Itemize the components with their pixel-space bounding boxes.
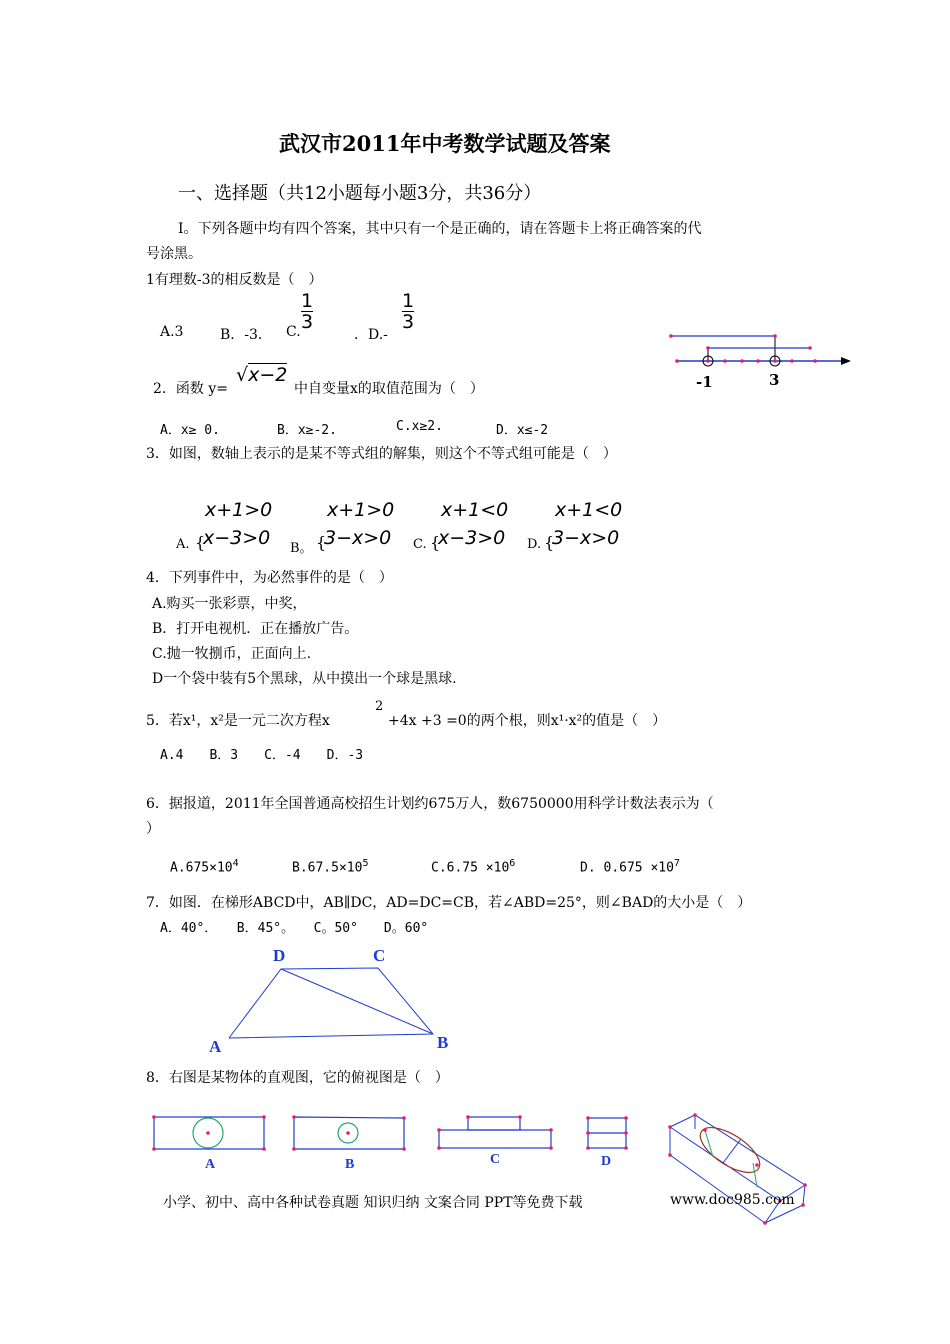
q2-stem-suffix: 中自变量x的取值范围为（ ） [294,381,484,397]
q6-c-exp: 6 [509,858,516,869]
q3-stem: 3．如图，数轴上表示的是某不等式组的解集，则这个不等式组可能是（ ） [146,446,617,462]
q3-c-bottom: x−3>0 [438,527,506,549]
footer-url[interactable]: www.doc985.com [670,1192,795,1208]
numberline-label-left: -1 [696,373,713,391]
q3-a-top: x+1>0 [205,499,273,521]
number-line-figure [665,330,860,400]
q8-option-a-figure [150,1113,268,1153]
q1-option-d: ．D.- [354,327,388,343]
q3-b-letter: B。 [290,541,313,556]
q6-b-exp: 5 [362,858,369,869]
q6-a-base: A.675×10 [170,860,233,876]
q8-option-c-figure [436,1112,556,1152]
q5-stem-a: 5．若x¹，x²是一元二次方程x [146,713,330,729]
q8-label-a: A [205,1157,216,1172]
q3-a-bottom: x−3>0 [203,527,271,549]
q4-option-b: B．打开电视机．正在播放广告。 [152,621,359,637]
q7-stem: 7．如图．在梯形ABCD中，AB∥DC，AD=DC=CB，若∠ABD=25°，则∠BAD的大小是（ ） [146,895,752,911]
trapezoid-label-d: D [273,946,286,965]
trapezoid-figure [225,964,440,1042]
q2-radical [236,364,287,386]
q3-a-brace: { [195,533,206,552]
q6-c-base: C.6.75 ×10 [431,860,510,876]
q3-a-letter: A. [176,537,190,552]
instruction-line-1: I。下列各题中均有四个答案，其中只有一个是正确的，请在答题卡上将正确答案的代 [178,221,702,237]
q8-label-d: D [601,1154,612,1169]
q6-d-exp: 7 [673,858,680,869]
q3-c-letter: C. [413,537,427,552]
q4-stem: 4．下列事件中，为必然事件的是（ ） [146,570,393,586]
q3-d-letter: D. [527,537,542,552]
q2-radicand: x−2 [248,364,288,386]
q6-stem-line2: ） [146,821,160,837]
q1-option-b: B．-3． [220,327,272,343]
numberline-label-right: 3 [769,371,780,389]
q6-d-base: D. 0.675 ×10 [580,860,674,876]
q3-c-top: x+1<0 [441,499,509,521]
q7-options: A．40°． B．45°。 C。50° D。60° [160,921,429,936]
q3-c-brace: { [430,533,441,552]
sqrt-sign: √ [236,364,249,386]
instruction-line-2: 号涂黑。 [146,246,202,262]
q3-b-top: x+1>0 [327,499,395,521]
q3-d-top: x+1<0 [555,499,623,521]
q3-d-brace: { [544,533,555,552]
q6-stem-line1: 6．据报道，2011年全国普通高校招生计划约675万人，数6750000用科学计数法表示为（ [146,796,714,812]
q4-option-d: D一个袋中装有5个黑球，从中摸出一个球是黑球. [152,671,457,687]
q6-option-d [580,858,680,875]
footer-text: 小学、初中、高中各种试卷真题 知识归纳 文案合同 PPT等免费下载 [163,1195,583,1211]
q8-label-c: C [490,1152,501,1167]
q2-option-b: B．x≥-2. [277,423,337,438]
q1-option-a: A.3 [160,324,184,340]
q1-stem: 1有理数-3的相反数是（ ） [146,272,323,288]
q1-fraction-c [301,291,313,332]
fraction-denominator: 3 [301,311,314,333]
fraction-denominator: 3 [402,311,415,333]
q6-option-a [170,858,239,875]
q6-a-exp: 4 [232,858,239,869]
q5-options: A.4 B．3 C．-4 D．-3 [160,748,364,763]
q8-stem: 8．右图是某物体的直观图，它的俯视图是（ ） [146,1070,449,1086]
trapezoid-label-c: C [373,946,386,965]
q2-option-c: C.x≥2. [396,419,443,434]
q6-option-c [431,858,515,875]
q1-fraction-d [402,291,414,332]
q3-d-bottom: 3−x>0 [552,527,620,549]
q6-option-b [292,858,368,875]
fraction-numerator: 1 [402,290,415,312]
q6-b-base: B.67.5×10 [292,860,363,876]
q2-option-d: D．x≤-2 [496,423,549,438]
q2-stem-prefix: 2．函数 y= [153,381,228,397]
q3-b-bottom: 3−x>0 [324,527,392,549]
q4-option-c: C.抛一牧捌币，正面向上. [152,646,312,662]
fraction-numerator: 1 [301,290,314,312]
trapezoid-label-b: B [437,1033,449,1052]
q8-option-b-figure [290,1113,408,1153]
q2-option-a: A．x≥ 0. [160,423,220,438]
q5-stem-b: +4x +3 =0的两个根，则x¹·x²的值是（ ） [388,713,667,729]
page-title: 武汉市2011年中考数学试题及答案 [279,131,611,156]
q3-b-brace: { [316,533,327,552]
q1-option-c: C. [286,324,301,340]
trapezoid-label-a: A [209,1037,222,1056]
q8-label-b: B [345,1157,355,1172]
q8-option-d-figure [584,1114,632,1152]
q5-exponent: 2 [375,699,384,714]
q4-option-a: A.购买一张彩票，中奖， [152,596,307,612]
section-heading: 一、选择题（共12小题每小题3分，共36分） [178,183,542,204]
